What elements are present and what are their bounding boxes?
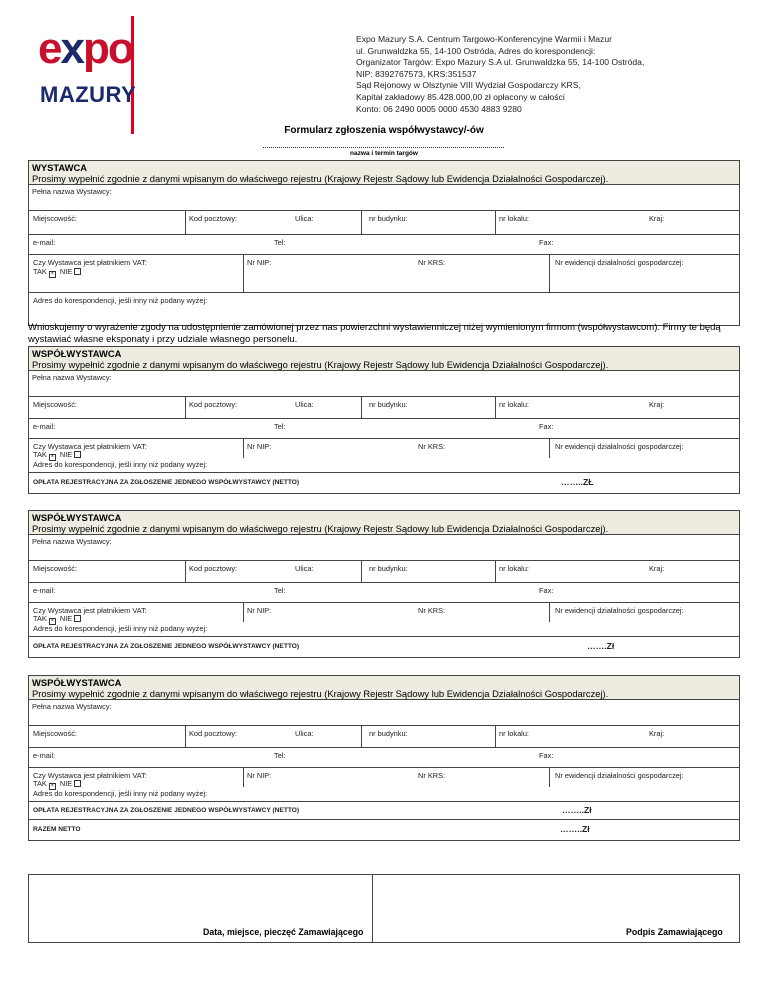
net-total-label: RAZEM NETTO <box>33 826 81 833</box>
fee-row <box>29 802 739 820</box>
vat-yes-checkbox[interactable]: × <box>50 618 55 624</box>
postal-code-field[interactable]: Kod pocztowy: <box>189 214 238 223</box>
nip-field[interactable]: Nr NIP: <box>247 258 272 267</box>
city-field[interactable]: Miejscowość: <box>33 564 77 573</box>
tax-row: Czy Wystawca jest płatnikiem VAT: TAK × NIE Adres do korespondencji, jeśli inny niż podany wyżej: Nr NIP: Nr KRS: Nr ewidencji działalności gospodarczej: <box>29 768 739 802</box>
logo-mazury-text: MAZURY <box>40 82 137 107</box>
fax-field[interactable]: Fax: <box>539 422 554 431</box>
country-field[interactable]: Kraj: <box>649 729 665 738</box>
coexhibitor-section-2 <box>28 510 740 658</box>
postal-code-field[interactable]: Kod pocztowy: <box>189 564 238 573</box>
city-field[interactable]: Miejscowość: <box>33 400 77 409</box>
contact-row <box>29 419 739 439</box>
section-header: WYSTAWCA Prosimy wypełnić zgodnie z danymi wpisanym do właściwego rejestru (Krajowy Rejestr Sądowy lub Ewidencja Działalności Gospodarczej). <box>29 161 739 185</box>
company-info <box>356 34 644 115</box>
consent-text: Wnioskujemy o wyrażenie zgody na udostępnienie zamówionej przez nas powierzchni wystawienniczej niżej wymienionym firmom (współwystawcom). Firmy te będą wystawiać własne eksponaty i przy udziale własnego personelu. <box>28 322 721 345</box>
signature-divider <box>372 875 373 942</box>
fee-amount[interactable]: ……..Zł <box>562 805 592 815</box>
fair-name-field[interactable] <box>263 140 504 148</box>
nip-field[interactable]: Nr NIP: <box>247 442 272 451</box>
vat-no-checkbox[interactable] <box>74 615 81 622</box>
vat-no-checkbox[interactable] <box>74 451 81 458</box>
vat-no-checkbox[interactable] <box>74 780 81 787</box>
fax-field[interactable]: Fax: <box>539 751 554 760</box>
fee-amount[interactable]: ……..ZŁ <box>561 477 594 487</box>
exhibitor-section <box>28 160 740 326</box>
tel-field[interactable]: Tel: <box>274 422 286 431</box>
date-place-stamp-field[interactable]: Data, miejsce, pieczęć Zamawiającego <box>203 927 364 937</box>
building-number-field[interactable]: nr budynku: <box>369 729 408 738</box>
building-number-field[interactable]: nr budynku: <box>369 564 408 573</box>
coexhibitor-section-1 <box>28 346 740 494</box>
fee-label: OPŁATA REJESTRACYJNA ZA ZGŁOSZENIE JEDNEGO WSPÓŁWYSTAWCY (NETTO) <box>33 479 300 486</box>
street-field[interactable]: Ulica: <box>295 214 314 223</box>
vat-yes-checkbox[interactable]: × <box>50 271 55 277</box>
address-row <box>29 726 739 748</box>
local-number-field[interactable]: nr lokalu: <box>499 214 529 223</box>
fax-field[interactable]: Fax: <box>539 586 554 595</box>
company-line: Kapitał zakładowy 85.428.000,00 zł opłacony w całości <box>356 91 565 102</box>
street-field[interactable]: Ulica: <box>295 400 314 409</box>
email-field[interactable]: e-mail: <box>33 751 56 760</box>
address-row <box>29 211 739 235</box>
full-name-field[interactable]: Pełna nazwa Wystawcy: <box>29 185 739 211</box>
section-header: WSPÓŁWYSTAWCA Prosimy wypełnić zgodnie z danymi wpisanym do właściwego rejestru (Krajowy Rejestr Sądowy lub Ewidencja Działalności Gospodarczej). <box>29 676 739 700</box>
email-field[interactable]: e-mail: <box>33 422 56 431</box>
form-title: Formularz zgłoszenia współwystawcy/-ów <box>284 125 484 136</box>
expo-mazury-logo <box>34 16 138 136</box>
building-number-field[interactable]: nr budynku: <box>369 214 408 223</box>
city-field[interactable]: Miejscowość: <box>33 214 77 223</box>
local-number-field[interactable]: nr lokalu: <box>499 400 529 409</box>
full-name-field[interactable]: Pełna nazwa Wystawcy: <box>29 700 739 726</box>
company-line: Expo Mazury S.A. Centrum Targowo-Konferencyjne Warmii i Mazur <box>356 34 612 44</box>
contact-row <box>29 583 739 603</box>
city-field[interactable]: Miejscowość: <box>33 729 77 738</box>
local-number-field[interactable]: nr lokalu: <box>499 729 529 738</box>
country-field[interactable]: Kraj: <box>649 564 665 573</box>
email-field[interactable]: e-mail: <box>33 586 56 595</box>
krs-field[interactable]: Nr KRS: <box>418 771 446 780</box>
business-reg-field[interactable]: Nr ewidencji działalności gospodarczej: <box>555 606 684 615</box>
postal-code-field[interactable]: Kod pocztowy: <box>189 400 238 409</box>
nip-field[interactable]: Nr NIP: <box>247 606 272 615</box>
street-field[interactable]: Ulica: <box>295 564 314 573</box>
tel-field[interactable]: Tel: <box>274 238 286 247</box>
fee-row <box>29 473 739 493</box>
fee-amount[interactable]: …….Zł <box>587 641 615 651</box>
company-line: NIP: 8392767573, KRS:351537 <box>356 68 477 79</box>
tax-row: Czy Wystawca jest płatnikiem VAT: TAK × NIE Nr NIP: Nr KRS: Nr ewidencji działalności gospodarczej: <box>29 255 739 293</box>
company-line: Konto: 06 2490 0005 0000 4530 4883 9280 <box>356 103 522 114</box>
correspondence-address-field[interactable]: Adres do korespondencji, jeśli inny niż podany wyżej: <box>33 460 208 469</box>
fee-label: OPŁATA REJESTRACYJNA ZA ZGŁOSZENIE JEDNEGO WSPÓŁWYSTAWCY (NETTO) <box>33 643 300 650</box>
net-total-amount[interactable]: ……..Zł <box>560 824 590 834</box>
coexhibitor-section-3 <box>28 675 740 841</box>
section-header: WSPÓŁWYSTAWCA Prosimy wypełnić zgodnie z danymi wpisanym do właściwego rejestru (Krajowy Rejestr Sądowy lub Ewidencja Działalności Gospodarczej). <box>29 511 739 535</box>
krs-field[interactable]: Nr KRS: <box>418 442 446 451</box>
vat-no-checkbox[interactable] <box>74 268 81 275</box>
company-line: ul. Grunwaldzka 55, 14-100 Ostróda, Adres do korespondencji: <box>356 45 596 56</box>
contact-row <box>29 748 739 768</box>
fax-field[interactable]: Fax: <box>539 238 554 247</box>
krs-field[interactable]: Nr KRS: <box>418 606 446 615</box>
fair-name-label: nazwa i termin targów <box>350 150 418 157</box>
tel-field[interactable]: Tel: <box>274 586 286 595</box>
section-header: WSPÓŁWYSTAWCA Prosimy wypełnić zgodnie z danymi wpisanym do właściwego rejestru (Krajowy Rejestr Sądowy lub Ewidencja Działalności Gospodarczej). <box>29 347 739 371</box>
tax-row: Czy Wystawca jest płatnikiem VAT: TAK × NIE Adres do korespondencji, jeśli inny niż podany wyżej: Nr NIP: Nr KRS: Nr ewidencji działalności gospodarczej: <box>29 439 739 473</box>
address-row <box>29 561 739 583</box>
correspondence-address-field[interactable]: Adres do korespondencji, jeśli inny niż podany wyżej: <box>33 624 208 633</box>
building-number-field[interactable]: nr budynku: <box>369 400 408 409</box>
vat-yes-checkbox[interactable]: × <box>50 454 55 460</box>
postal-code-field[interactable]: Kod pocztowy: <box>189 729 238 738</box>
full-name-field[interactable]: Pełna nazwa Wystawcy: <box>29 371 739 397</box>
net-total-row <box>29 820 739 840</box>
full-name-field[interactable]: Pełna nazwa Wystawcy: <box>29 535 739 561</box>
address-row <box>29 397 739 419</box>
fee-row <box>29 637 739 657</box>
local-number-field[interactable]: nr lokalu: <box>499 564 529 573</box>
logo-expo-text: expo <box>38 24 133 73</box>
business-reg-field[interactable]: Nr ewidencji działalności gospodarczej: <box>555 258 684 267</box>
nip-field[interactable]: Nr NIP: <box>247 771 272 780</box>
business-reg-field[interactable]: Nr ewidencji działalności gospodarczej: <box>555 442 684 451</box>
tax-row: Czy Wystawca jest płatnikiem VAT: TAK × NIE Adres do korespondencji, jeśli inny niż podany wyżej: Nr NIP: Nr KRS: Nr ewidencji działalności gospodarczej: <box>29 603 739 637</box>
company-line: Sąd Rejonowy w Olsztynie VIII Wydział Gospodarczy KRS, <box>356 80 581 91</box>
contact-row <box>29 235 739 255</box>
street-field[interactable]: Ulica: <box>295 729 314 738</box>
tel-field[interactable]: Tel: <box>274 751 286 760</box>
company-line: Organizator Targów: Expo Mazury S.A ul. Grunwaldzka 55, 14-100 Ostróda, <box>356 57 645 68</box>
country-field[interactable]: Kraj: <box>649 400 665 409</box>
signature-field[interactable]: Podpis Zamawiającego <box>626 927 723 937</box>
fee-label: OPŁATA REJESTRACYJNA ZA ZGŁOSZENIE JEDNEGO WSPÓŁWYSTAWCY (NETTO) <box>33 807 300 814</box>
email-field[interactable]: e-mail: <box>33 238 56 247</box>
correspondence-address-field[interactable]: Adres do korespondencji, jeśli inny niż podany wyżej: <box>33 789 208 798</box>
vat-yes-checkbox[interactable]: × <box>50 783 55 789</box>
correspondence-address-field[interactable]: Adres do korespondencji, jeśli inny niż podany wyżej: <box>33 296 208 305</box>
signature-box <box>28 874 740 943</box>
business-reg-field[interactable]: Nr ewidencji działalności gospodarczej: <box>555 771 684 780</box>
krs-field[interactable]: Nr KRS: <box>418 258 446 267</box>
country-field[interactable]: Kraj: <box>649 214 665 223</box>
